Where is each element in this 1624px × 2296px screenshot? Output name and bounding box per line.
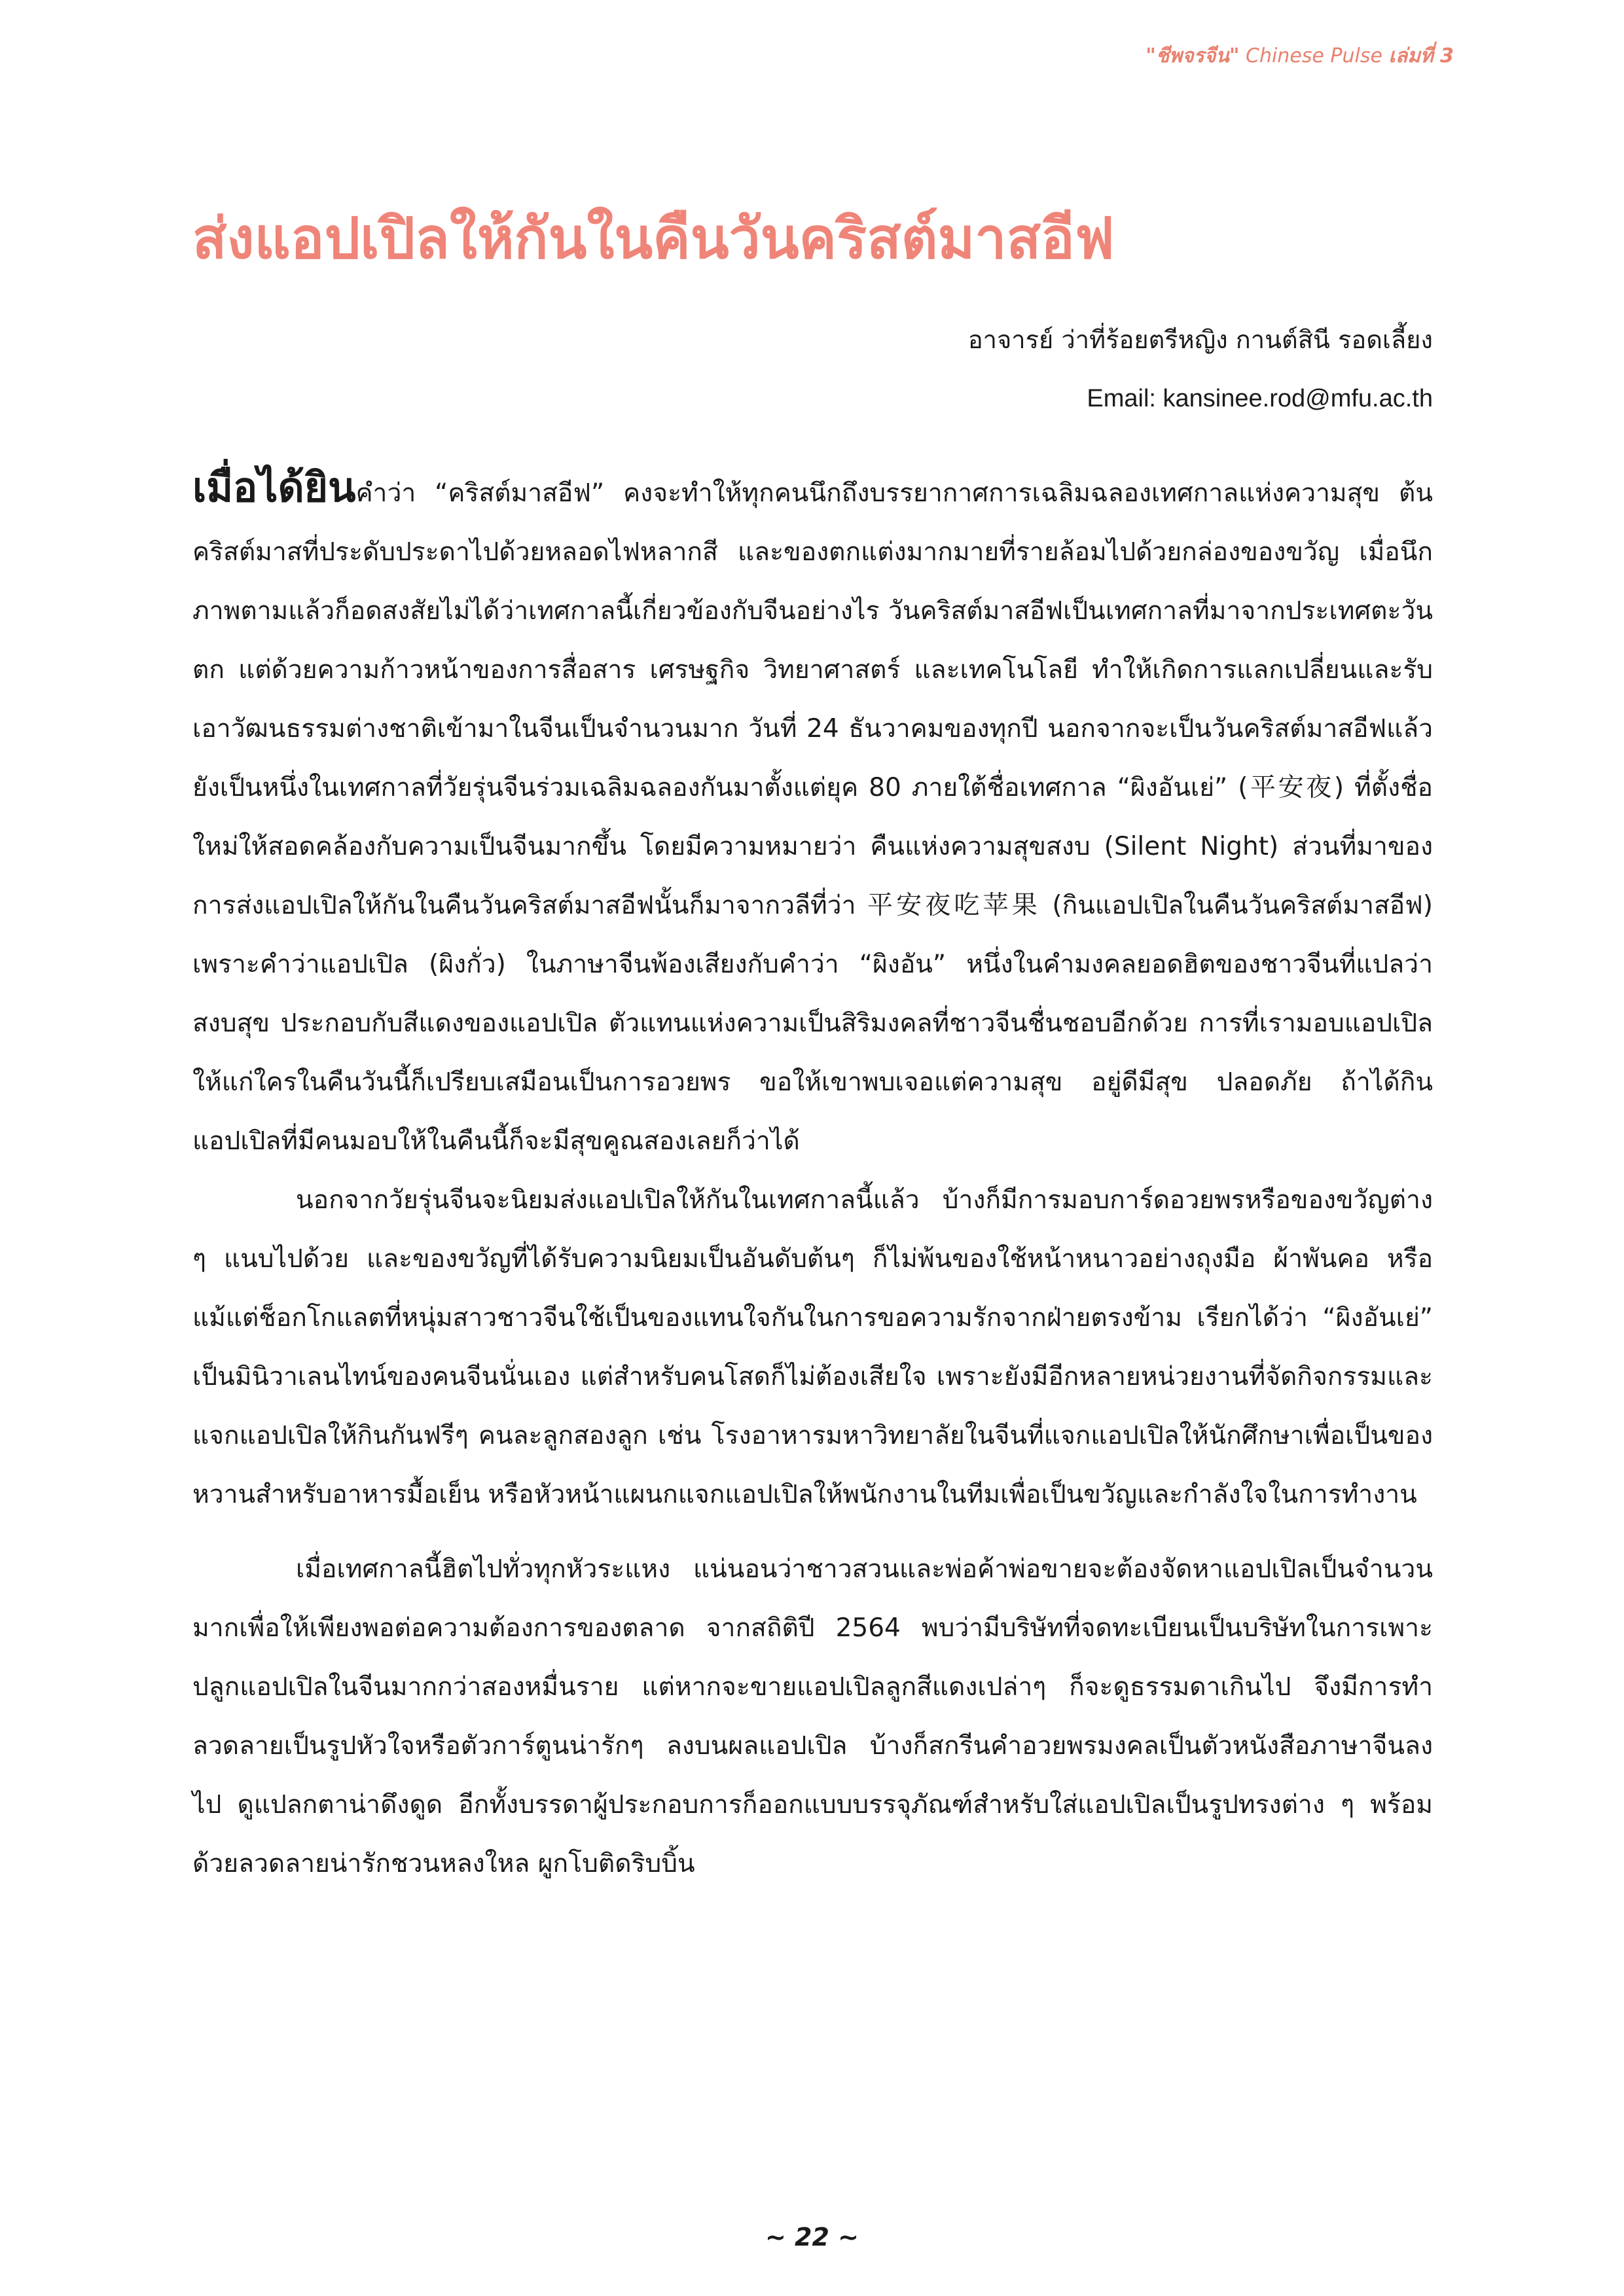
- running-header: [1146, 41, 1454, 71]
- article-body: [192, 458, 1433, 1893]
- page-number: ~ 22 ~: [765, 2223, 859, 2251]
- paragraph-1-text: คำว่า “คริสต์มาสอีฟ” คงจะทำให้ทุกคนนึกถึงบรรยากาศการเฉลิมฉลองเทศกาลแห่งความสุข ต้นคริสต์มาสที่ประดับประดาไปด้วยหลอดไฟหลากสี และของตกแต่งมากมายที่รายล้อมไปด้วยกล่องของขวัญ เมื่อนึกภาพตามแล้วก็อดสงสัยไม่ได้ว่าเทศกาลนี้เกี่ยวข้องกับจีนอย่างไร วันคริสต์มาสอีฟเป็นเทศกาลที่มาจากประเทศตะวันตก แต่ด้วยความก้าวหน้าของการสื่อสาร เศรษฐกิจ วิทยาศาสตร์ และเทคโนโลยี ทำให้เกิดการแลกเปลี่ยนและรับเอาวัฒนธรรมต่างชาติเข้ามาในจีนเป็นจำนวนมาก วันที่ 24 ธันวาคมของทุกปี นอกจากจะเป็นวันคริสต์มาสอีฟแล้ว ยังเป็นหนึ่งในเทศกาลที่วัยรุ่นจีนร่วมเฉลิมฉลองกันมาตั้งแต่ยุค 80 ภายใต้ชื่อเทศกาล “ผิงอันเย่” (平安夜) ที่ตั้งชื่อใหม่ให้สอดคล้องกับความเป็นจีนมากขึ้น โดยมีความหมายว่า คืนแห่งความสุขสงบ (Silent Night) ส่วนที่มาของการส่งแอปเปิลให้กันในคืนวันคริสต์มาสอีฟนั้นก็มาจากวลีที่ว่า 平安夜吃苹果 (กินแอปเปิลในคืนวันคริสต์มาสอีฟ) เพราะคำว่าแอปเปิล (ผิงกั่ว) ในภาษาจีนพ้องเสียงกับคำว่า “ผิงอัน” หนึ่งในคำมงคลยอดฮิตของชาวจีนที่แปลว่า สงบสุข ประกอบกับสีแดงของแอปเปิล ตัวแทนแห่งความเป็นสิริมงคลที่ชาวจีนชื่นชอบอีกด้วย การที่เรามอบแอปเปิลให้แก่ใครในคืนวันนี้ก็เปรียบเสมือนเป็นการอวยพร ขอให้เขาพบเจอแต่ความสุข อยู่ดีมีสุข ปลอดภัย ถ้าได้กินแอปเปิลที่มีคนมอบให้ในคืนนี้ก็จะมีสุขคูณสองเลยก็ว่าได้: [192, 478, 1433, 1156]
- paragraph-1: [192, 458, 1433, 1171]
- author-name: อาจารย์ ว่าที่ร้อยตรีหญิง กานต์สินี รอดเลี้ยง: [967, 325, 1433, 354]
- issue-label: เล่มที่ 3: [1388, 45, 1454, 67]
- magazine-english-name: Chinese Pulse: [1246, 45, 1382, 67]
- paragraph-3: เมื่อเทศกาลนี้ฮิตไปทั่วทุกหัวระแหง แน่นอนว่าชาวสวนและพ่อค้าพ่อขายจะต้องจัดหาแอปเปิลเป็นจำนวนมากเพื่อให้เพียงพอต่อความต้องการของตลาด จากสถิติปี 2564 พบว่ามีบริษัทที่จดทะเบียนเป็นบริษัทในการเพาะปลูกแอปเปิลในจีนมากกว่าสองหมื่นราย แต่หากจะขายแอปเปิลลูกสีแดงเปล่าๆ ก็จะดูธรรมดาเกินไป จึงมีการทำลวดลายเป็นรูปหัวใจหรือตัวการ์ตูนน่ารักๆ ลงบนผลแอปเปิล บ้างก็สกรีนคำอวยพรมงคลเป็นตัวหนังสือภาษาจีนลงไป ดูแปลกตาน่าดึงดูด อีกทั้งบรรดาผู้ประกอบการก็ออกแบบบรรจุภัณฑ์สำหรับใส่แอปเปิลเป็นรูปทรงต่าง ๆ พร้อมด้วยลวดลายน่ารักชวนหลงใหล ผูกโบติดริบบิ้น: [192, 1554, 1433, 1878]
- article-title: ส่งแอปเปิลให้กันในคืนวันคริสต์มาสอีฟ: [192, 206, 1115, 272]
- paragraph-2: นอกจากวัยรุ่นจีนจะนิยมส่งแอปเปิลให้กันในเทศกาลนี้แล้ว บ้างก็มีการมอบการ์ดอวยพรหรือของขวัญต่าง ๆ แนบไปด้วย และของขวัญที่ได้รับความนิยมเป็นอันดับต้นๆ ก็ไม่พ้นของใช้หน้าหนาวอย่างถุงมือ ผ้าพันคอ หรือแม้แต่ช็อกโกแลตที่หนุ่มสาวชาวจีนใช้เป็นของแทนใจกันในการขอความรักจากฝ่ายตรงข้าม เรียกได้ว่า “ผิงอันเย่” เป็นมินิวาเลนไทน์ของคนจีนนั่นเอง แต่สำหรับคนโสดก็ไม่ต้องเสียใจ เพราะยังมีอีกหลายหน่วยงานที่จัดกิจกรรมและแจกแอปเปิลให้กินกันฟรีๆ คนละลูกสองลูก เช่น โรงอาหารมหาวิทยาลัยในจีนที่แจกแอปเปิลให้นักศึกษาเพื่อเป็นของหวานสำหรับอาหารมื้อเย็น หรือหัวหน้าแผนกแจกแอปเปิลให้พนักงานในทีมเพื่อเป็นขวัญและกำลังใจในการทำงาน: [192, 1185, 1433, 1509]
- author-email: Email: kansinee.rod@mfu.ac.th: [1087, 385, 1433, 412]
- drop-cap: เมื่อได้ยิน: [192, 463, 356, 511]
- magazine-name: "ชีพจรจีน": [1146, 45, 1240, 67]
